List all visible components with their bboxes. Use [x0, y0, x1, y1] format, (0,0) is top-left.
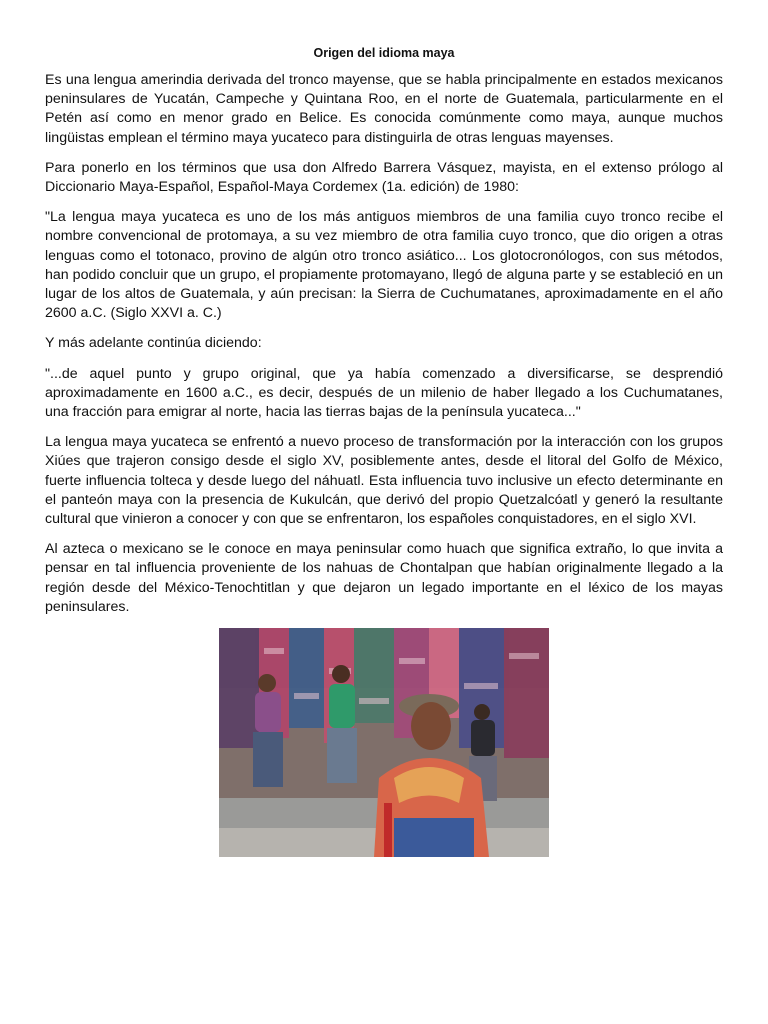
- paragraph-xiues-influence: La lengua maya yucateca se enfrentó a nuevo proceso de transformación por la interacción con los grupos Xiúes que trajeron consigo desde el siglo XV, posiblemente antes, desde el litoral del Golfo de México, fuerte influencia tolteca y desde luego del náhuatl. Esta influencia tuvo inclusive un efecto determinante en el panteón maya con la presencia de Kukulcán, que derivó del propio Quetzalcóatl y generó la resultante cultural que vinieron a conocer y con que se enfrentaron, los españoles conquistadores, en el siglo XVI.: [45, 434, 723, 528]
- paragraph-intro: Es una lengua amerindia derivada del tronco mayense, que se habla principalmente en estados mexicanos peninsulares de Yucatán, Campeche y Quintana Roo, en el norte de Guatemala, particularmente en el Petén así como en menor grado en Belice. Es conocida comúnmente como maya, aunque muchos lingüistas emplean el término maya yucateco para distinguirla de otras lenguas mayenses.: [45, 72, 723, 146]
- paragraph-quote-migration: "...de aquel punto y grupo original, que ya había comenzado a diversificarse, se desprendió aproximadamente en 1600 a.C., es decir, después de un milenio de haber llegado a los Cuchumatanes, una fracción para emigrar al norte, hacia las tierras bajas de la península yucateca...": [45, 365, 723, 421]
- market-photo-illustration: [219, 628, 549, 857]
- paragraph-barrera-reference: Para ponerlo en los términos que usa don Alfredo Barrera Vásquez, mayista, en el extenso prólogo al Diccionario Maya-Español, Español-Maya Cordemex (1a. edición) de 1980:: [45, 159, 723, 196]
- photo-container: [45, 628, 723, 857]
- market-photo: [219, 628, 549, 857]
- paragraph-continuation: Y más adelante continúa diciendo:: [45, 335, 262, 352]
- document-title: Origen del idioma maya: [313, 46, 455, 60]
- paragraph-quote-protomaya: "La lengua maya yucateca es uno de los más antiguos miembros de una familia cuyo tronco recibe el nombre convencional de protomaya, a su vez miembro de otra familia cuyo tronco, que dio origen a otras lenguas como el totonaco, provino de algún otro tronco asiático... Los glotocronólogos, con sus métodos, han podido concluir que un grupo, el propiamente protomayano, llegó de alguna parte y se estableció en un lugar de los altos de Guatemala, y aún precisan: la Sierra de Cuchumatanes, aproximadamente en el año 2600 a.C. (Siglo XXVI a. C.): [45, 209, 723, 322]
- paragraph-huach: Al azteca o mexicano se le conoce en maya peninsular como huach que significa extraño, lo que invita a pensar en tal influencia proveniente de los nahuas de Chontalpan que habían originalmente llegado a la región desde del México-Tenochtitlan y que dejaron un legado importante en el léxico de los mayas peninsulares.: [45, 541, 723, 615]
